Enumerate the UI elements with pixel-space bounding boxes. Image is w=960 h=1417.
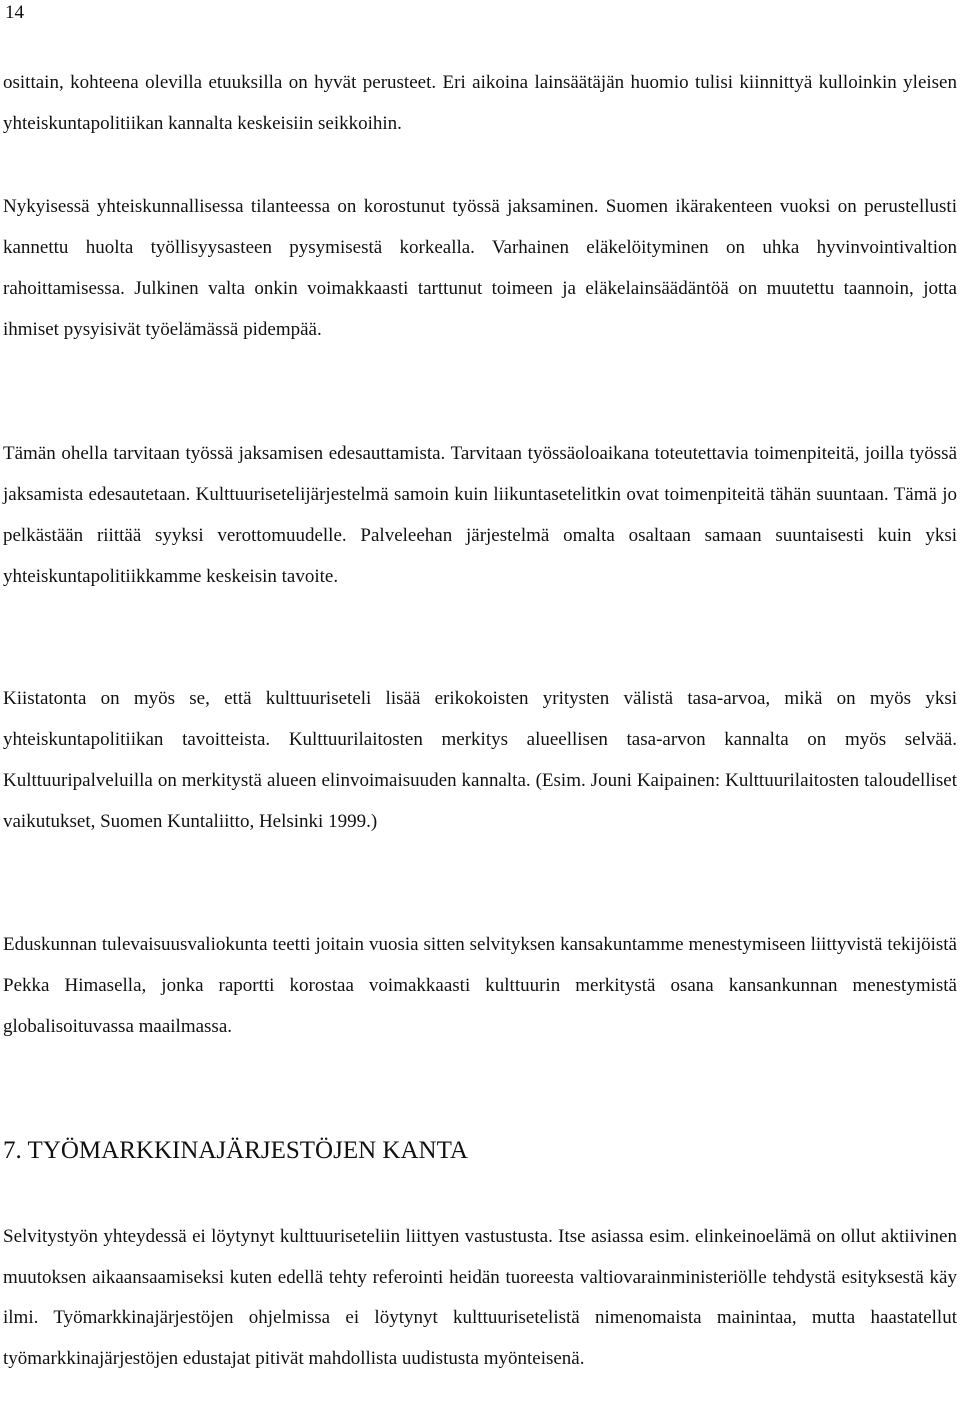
page-number: 14 (5, 2, 24, 23)
paragraph-supporting-measures: Tämän ohella tarvitaan työssä jaksamisen edesauttamista. Tarvitaan työssäoloaikana toteutettavia toimenpiteitä, joilla työssä jaksamista edesautetaan. Kulttuurisetelijärjestelmä samoin kuin liikuntasetelitkin ovat toimenpiteitä tähän suuntaan. Tämä jo pelkästään riittää syyksi verottomuudelle. Palveleehan järjestelmä omalta osaltaan samaan suuntaisesti kuin yksi yhteiskuntapolitiikkamme keskeisin tavoite. (3, 443, 957, 587)
paragraph-labour-market-position: Selvitystyön yhteydessä ei löytynyt kulttuuriseteliin liittyen vastustusta. Itse asiassa esim. elinkeinoelämä on ollut aktiivinen muutoksen aikaansaamiseksi kuten edellä tehty referointi heidän tuoreesta valtiovarainministeriölle tehdystä esityksestä käy ilmi. Työmarkkinajärjestöjen ohjelmissa ei löytynyt kulttuurisetelistä nimenomaista mainintaa, mutta haastatellut työmarkkinajärjestöjen edustajat pitivät mahdollista uudistusta myönteisenä. (3, 1226, 957, 1369)
section-heading: 7. TYÖMARKKINAJÄRJESTÖJEN KANTA (3, 1137, 468, 1164)
paragraph-work-endurance: Nykyisessä yhteiskunnallisessa tilanteessa on korostunut työssä jaksaminen. Suomen ikärakenteen vuoksi on perustellusti kannettu huolta työllisyysasteen pysymisestä korkealla. Varhainen eläkelöityminen on uhka hyvinvointivaltion rahoittamisessa. Julkinen valta onkin voimakkaasti tarttunut toimeen ja eläkelainsäädäntöä on muutettu taannoin, jotta ihmiset pysyisivät työelämässä pidempää. (3, 196, 957, 340)
paragraph-equality: Kiistatonta on myös se, että kulttuuriseteli lisää erikokoisten yritysten välistä tasa-arvoa, mikä on myös yksi yhteiskuntapolitiikan tavoitteista. Kulttuurilaitosten merkitys alueellisen tasa-arvon kannalta on myös selvää. Kulttuuripalveluilla on merkitystä alueen elinvoimaisuuden kannalta. (Esim. Jouni Kaipainen: Kulttuurilaitosten taloudelliset vaikutukset, Suomen Kuntaliitto, Helsinki 1999.) (3, 688, 957, 832)
paragraph-intro-continuation: osittain, kohteena olevilla etuuksilla on hyvät perusteet. Eri aikoina lainsäätäjän huomio tulisi kiinnittyä kulloinkin yleisen yhteiskuntapolitiikan kannalta keskeisiin seikkoihin. (3, 72, 957, 134)
paragraph-future-committee: Eduskunnan tulevaisuusvaliokunta teetti joitain vuosia sitten selvityksen kansakuntamme menestymiseen liittyvistä tekijöistä Pekka Himasella, jonka raportti korostaa voimakkaasti kulttuurin merkitystä osana kansankunnan menestymistä globalisoituvassa maailmassa. (3, 934, 957, 1037)
